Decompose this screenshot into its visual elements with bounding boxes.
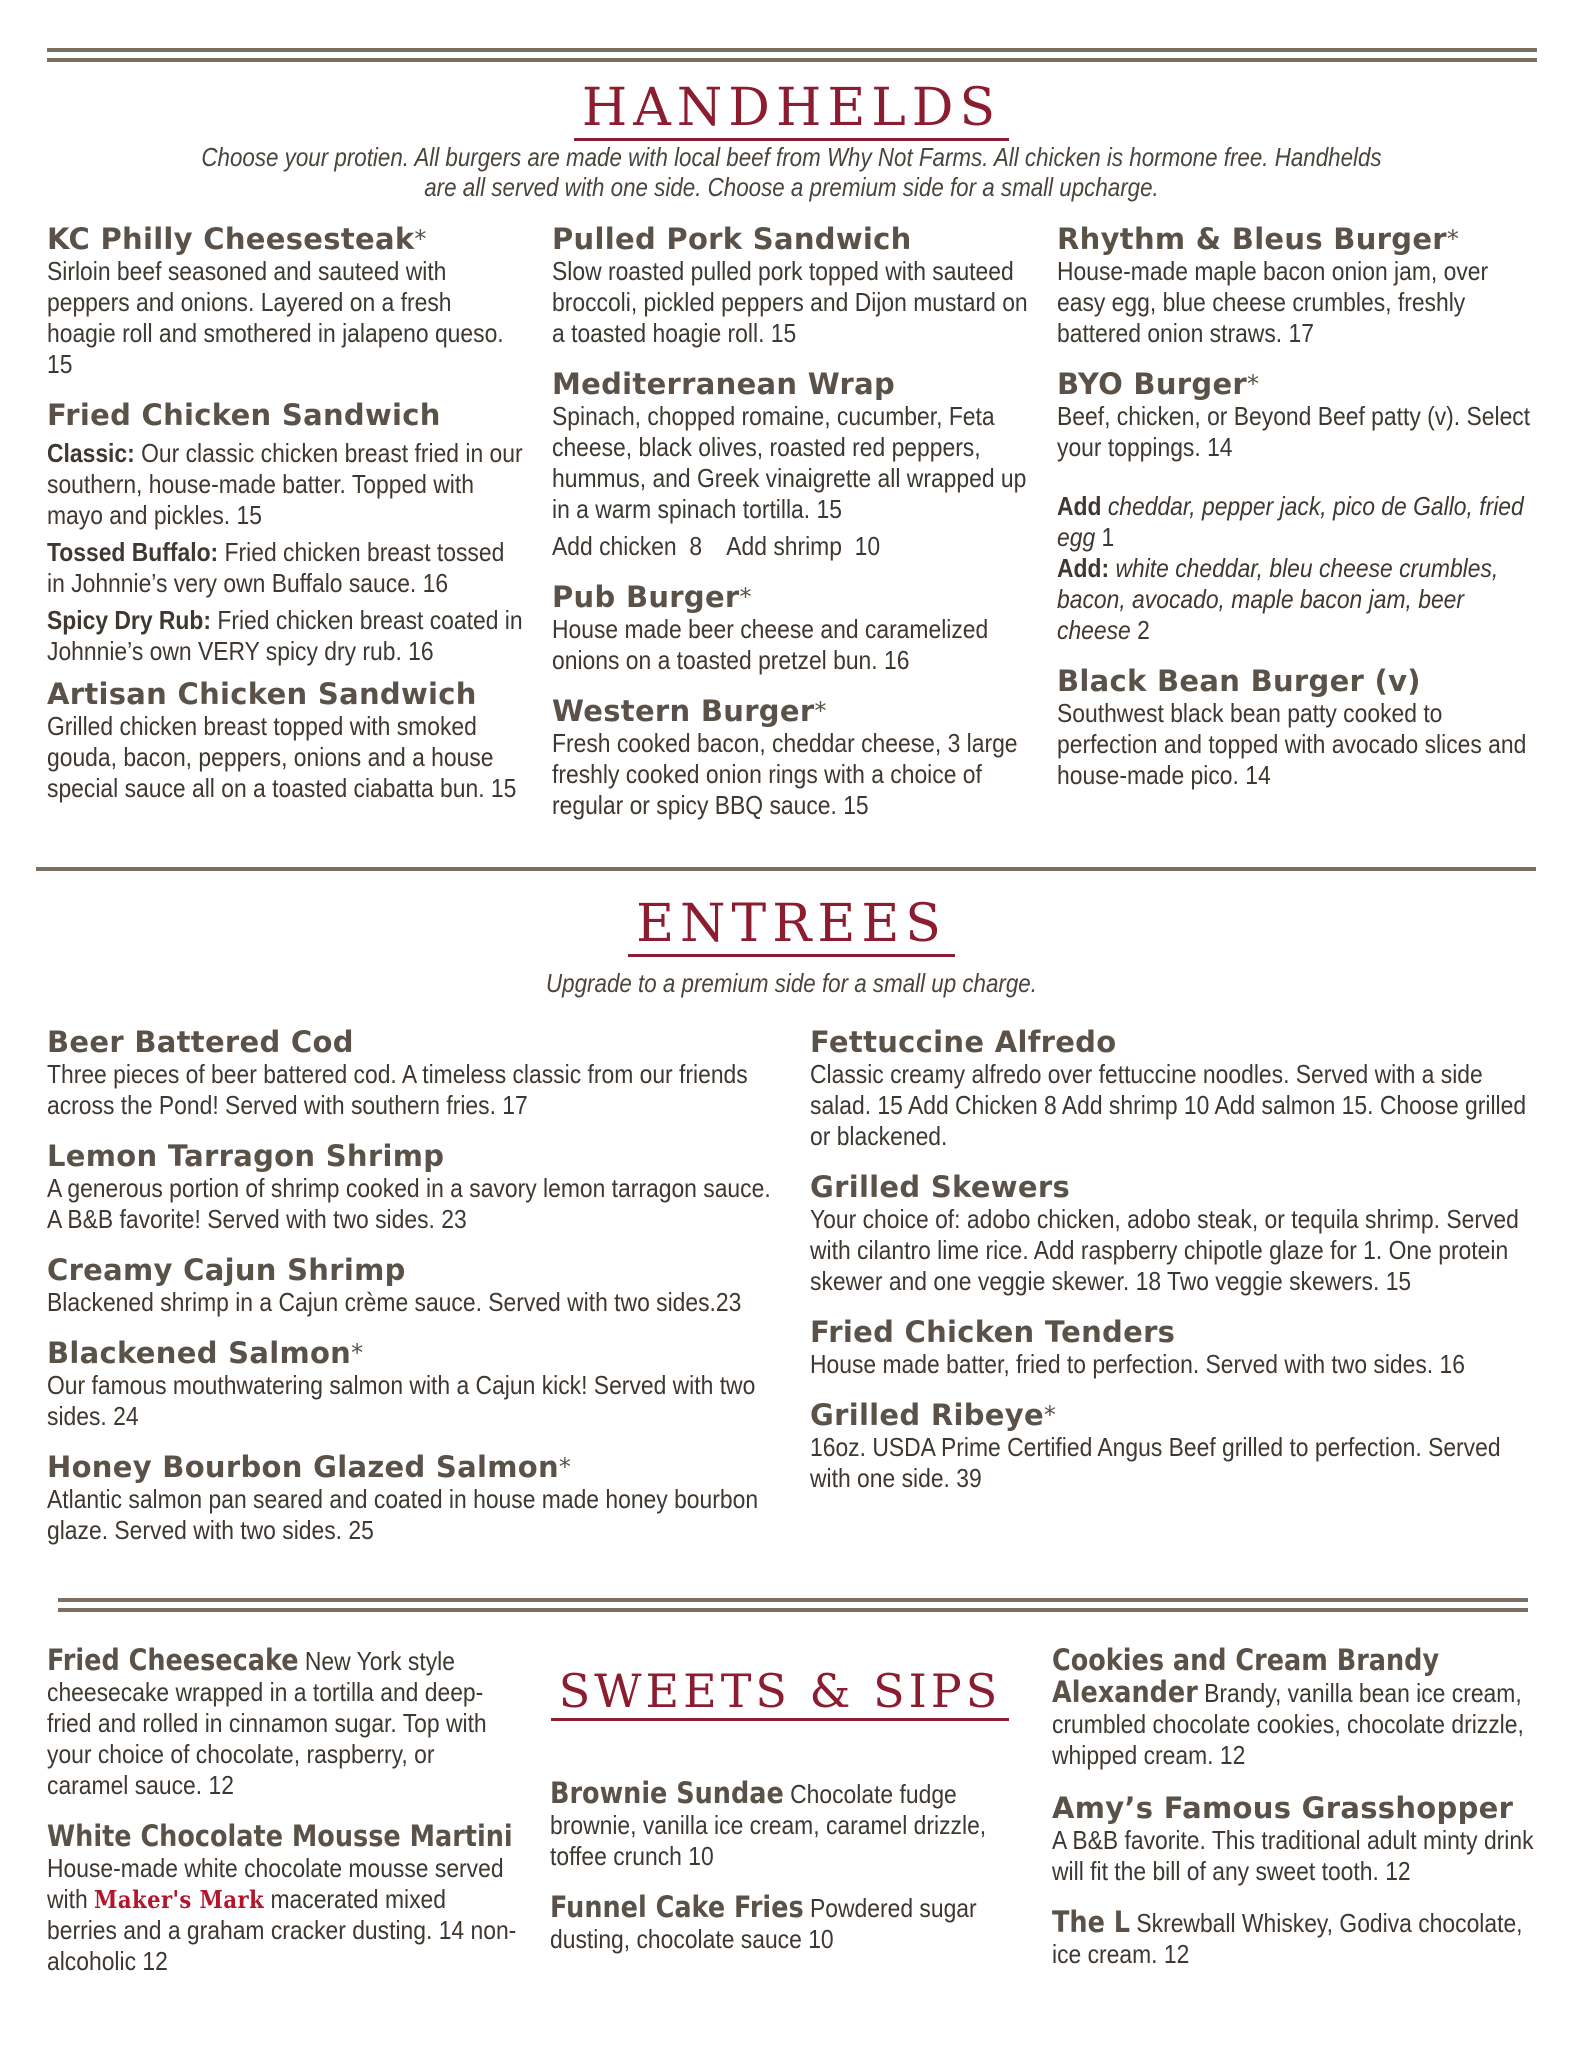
entrees-note: Upgrade to a premium side for a small up charge. bbox=[546, 968, 1037, 998]
dessert-item bbox=[550, 1778, 1030, 1872]
item-name: Amy’s Famous Grasshopper bbox=[1052, 1791, 1514, 1825]
menu-item bbox=[47, 677, 522, 804]
star-mark: * bbox=[1446, 225, 1460, 253]
handhelds-note: Choose your protien. All burgers are made with local beef from Why Not Farms. All chicken is hormone free. Handhelds are all served with one side. Choose a premium side for a small upcharge. bbox=[201, 142, 1382, 202]
item-name: Creamy Cajun Shrimp bbox=[47, 1253, 406, 1287]
item-name: Western Burger bbox=[552, 694, 815, 728]
star-mark: * bbox=[558, 1453, 572, 1481]
menu-item bbox=[552, 367, 1027, 562]
menu-item bbox=[1057, 367, 1537, 646]
item-name: Fettuccine Alfredo bbox=[810, 1025, 1117, 1059]
item-description: 16oz. USDA Prime Certified Angus Beef grilled to perfection. Served with one side. 39 bbox=[810, 1432, 1501, 1493]
entrees-left-column bbox=[47, 1025, 777, 1564]
item-description: macerated mixed berries and a graham cracker dusting. 14 non-alcoholic 12 bbox=[47, 1884, 517, 1976]
item-description: Slow roasted pulled pork topped with sauteed broccoli, pickled peppers and Dijon mustard on a toasted hoagie roll. 15 bbox=[552, 256, 1028, 348]
handhelds-column-1 bbox=[47, 222, 522, 822]
item-name: Fried Chicken Tenders bbox=[810, 1315, 1176, 1349]
item-name: Fried Chicken Sandwich bbox=[47, 398, 441, 432]
sweets-right-column bbox=[1052, 1645, 1537, 1990]
item-description: Grilled chicken breast topped with smoked gouda, bacon, peppers, onions and a house special sauce all on a toasted ciabatta bun. 15 bbox=[47, 711, 517, 803]
item-name: Rhythm & Bleus Burger bbox=[1057, 222, 1447, 256]
menu-item bbox=[552, 222, 1027, 349]
item-description: Your choice of: adobo chicken, adobo steak, or tequila shrimp. Served with cilantro lime rice. Add raspberry chipotle glaze for 1. One protein skewer and one veggie skewer. 18 Two veggie skewers. 15 bbox=[810, 1204, 1519, 1296]
item-name: Black Bean Burger (v) bbox=[1057, 664, 1421, 698]
item-description: Blackened shrimp in a Cajun crème sauce. Served with two sides.23 bbox=[47, 1287, 742, 1317]
item-name: KC Philly Cheesesteak bbox=[47, 222, 415, 256]
sweets-middle-column bbox=[550, 1778, 1030, 1975]
entrees-right-column bbox=[810, 1025, 1540, 1512]
item-name: Cookies and Cream Brandy Alexander bbox=[1052, 1643, 1440, 1709]
item-name: Honey Bourbon Glazed Salmon bbox=[47, 1450, 559, 1484]
handhelds-title: HANDHELDS bbox=[0, 82, 1583, 141]
menu-item bbox=[1057, 222, 1537, 349]
item-description: Spinach, chopped romaine, cucumber, Feta cheese, black olives, roasted red peppers, hummus, and Greek vinaigrette all wrapped up in a warm spinach tortilla. 15 bbox=[552, 401, 1027, 524]
dessert-item bbox=[1052, 1645, 1537, 1771]
item-description: Sirloin beef seasoned and sauteed with peppers and onions. Layered on a fresh hoagie roll and smothered in jalapeno queso. 15 bbox=[47, 256, 504, 379]
item-description: Southwest black bean patty cooked to perfection and topped with avocado slices and house-made pico. 14 bbox=[1057, 698, 1527, 790]
item-description: Tossed Buffalo: Fried chicken breast tossed in Johnnie’s very own Buffalo sauce. 16 bbox=[47, 537, 505, 598]
star-mark: * bbox=[414, 225, 427, 253]
item-description: Classic creamy alfredo over fettuccine noodles. Served with a side salad. 15 Add Chicken 8 Add shrimp 10 Add salmon 15. Choose grilled or blackened. bbox=[810, 1059, 1527, 1151]
handhelds-column-3 bbox=[1057, 222, 1537, 809]
menu-item bbox=[810, 1315, 1540, 1380]
item-description: House made beer cheese and caramelized onions on a toasted pretzel bun. 16 bbox=[552, 614, 989, 675]
menu-item bbox=[47, 1139, 777, 1235]
menu-item bbox=[47, 398, 522, 667]
handhelds-column-2 bbox=[552, 222, 1027, 839]
item-description: Fresh cooked bacon, cheddar cheese, 3 large freshly cooked onion rings with a choice of regular or spicy BBQ sauce. 15 bbox=[552, 728, 1018, 820]
item-description: House-made maple bacon onion jam, over easy egg, blue cheese crumbles, freshly battered onion straws. 17 bbox=[1057, 256, 1489, 348]
dessert-item bbox=[1052, 1907, 1537, 1970]
item-name: Grilled Ribeye bbox=[810, 1398, 1044, 1432]
item-name: Brownie Sundae bbox=[550, 1776, 784, 1810]
star-mark: * bbox=[351, 1339, 364, 1367]
menu-item bbox=[810, 1398, 1540, 1494]
item-addons: Add: white cheddar, bleu cheese crumbles, bacon, avocado, maple bacon jam, beer cheese 2 bbox=[1057, 553, 1499, 645]
item-description: Brandy, vanilla bean ice cream, crumbled chocolate cookies, chocolate drizzle, whipped cream. 12 bbox=[1052, 1678, 1524, 1770]
item-name: Pub Burger bbox=[552, 580, 740, 614]
menu-item bbox=[552, 580, 1027, 676]
item-description: House made batter, fried to perfection. Served with two sides. 16 bbox=[810, 1349, 1465, 1379]
item-description: Atlantic salmon pan seared and coated in house made honey bourbon glaze. Served with two sides. 25 bbox=[47, 1484, 759, 1545]
item-description: House-made white chocolate mousse served with bbox=[47, 1853, 504, 1914]
item-description: A B&B favorite. This traditional adult minty drink will fit the bill of any sweet tooth. 12 bbox=[1052, 1825, 1534, 1886]
item-name: Lemon Tarragon Shrimp bbox=[47, 1139, 445, 1173]
menu-item bbox=[810, 1025, 1540, 1152]
item-description: Beef, chicken, or Beyond Beef patty (v). Select your toppings. 14 bbox=[1057, 401, 1531, 462]
item-name: BYO Burger bbox=[1057, 367, 1248, 401]
menu-item bbox=[47, 1253, 777, 1318]
top-divider bbox=[47, 48, 1537, 62]
item-name: The L bbox=[1052, 1905, 1131, 1939]
item-description: Our famous mouthwatering salmon with a Cajun kick! Served with two sides. 24 bbox=[47, 1370, 756, 1431]
item-name: Artisan Chicken Sandwich bbox=[47, 677, 477, 711]
item-description: Powdered sugar dusting, chocolate sauce 10 bbox=[550, 1893, 977, 1954]
item-addons: Add cheddar, pepper jack, pico de Gallo, fried egg 1 bbox=[1057, 491, 1524, 552]
item-addons: Add chicken 8 Add shrimp 10 bbox=[552, 531, 881, 561]
item-description: New York style cheesecake wrapped in a tortilla and deep-fried and rolled in cinnamon sugar. Top with your choice of chocolate, raspberry, or caramel sauce. 12 bbox=[47, 1646, 487, 1800]
item-name: Blackened Salmon bbox=[47, 1336, 352, 1370]
menu-item bbox=[47, 1450, 777, 1546]
item-description: Three pieces of beer battered cod. A timeless classic from our friends across the Pond! Served with southern fries. 17 bbox=[47, 1059, 748, 1120]
item-name: Beer Battered Cod bbox=[47, 1025, 354, 1059]
dessert-item bbox=[550, 1892, 1030, 1955]
section-divider bbox=[36, 867, 1536, 871]
item-name: Fried Cheesecake bbox=[47, 1643, 299, 1677]
section-divider bbox=[58, 1598, 1528, 1612]
menu-item bbox=[47, 1336, 777, 1432]
makers-mark-logo: Maker's Mark bbox=[94, 1885, 265, 1914]
star-mark: * bbox=[739, 583, 752, 611]
item-description: Chocolate fudge brownie, vanilla ice cream, caramel drizzle, toffee crunch 10 bbox=[550, 1779, 987, 1871]
menu-item bbox=[810, 1170, 1540, 1297]
dessert-item bbox=[47, 1645, 517, 1801]
sweets-left-column bbox=[47, 1645, 517, 1997]
item-description: Skrewball Whiskey, Godiva chocolate, ice cream. 12 bbox=[1052, 1908, 1523, 1969]
item-name: Pulled Pork Sandwich bbox=[552, 222, 912, 256]
item-name: White Chocolate Mousse Martini bbox=[47, 1819, 513, 1853]
item-description: Classic: Our classic chicken breast fried in our southern, house-made batter. Topped with mayo and pickles. 15 bbox=[47, 438, 523, 530]
item-description: Spicy Dry Rub: Fried chicken breast coated in Johnnie’s own VERY spicy dry rub. 16 bbox=[47, 605, 523, 666]
menu-item bbox=[47, 222, 522, 380]
item-name: Mediterranean Wrap bbox=[552, 367, 896, 401]
item-description: A generous portion of shrimp cooked in a savory lemon tarragon sauce. A B&B favorite! Served with two sides. 23 bbox=[47, 1173, 771, 1234]
dessert-item bbox=[47, 1821, 517, 1977]
menu-item bbox=[1057, 664, 1537, 791]
dessert-item bbox=[1052, 1791, 1537, 1887]
menu-item bbox=[552, 694, 1027, 821]
item-name: Grilled Skewers bbox=[810, 1170, 1071, 1204]
menu-item bbox=[47, 1025, 777, 1121]
star-mark: * bbox=[1247, 370, 1260, 398]
star-mark: * bbox=[814, 697, 827, 725]
sweets-title: SWEETS & SIPS bbox=[540, 1668, 1020, 1721]
item-name: Funnel Cake Fries bbox=[550, 1890, 804, 1924]
entrees-title: ENTREES bbox=[0, 898, 1583, 957]
star-mark: * bbox=[1043, 1401, 1057, 1429]
